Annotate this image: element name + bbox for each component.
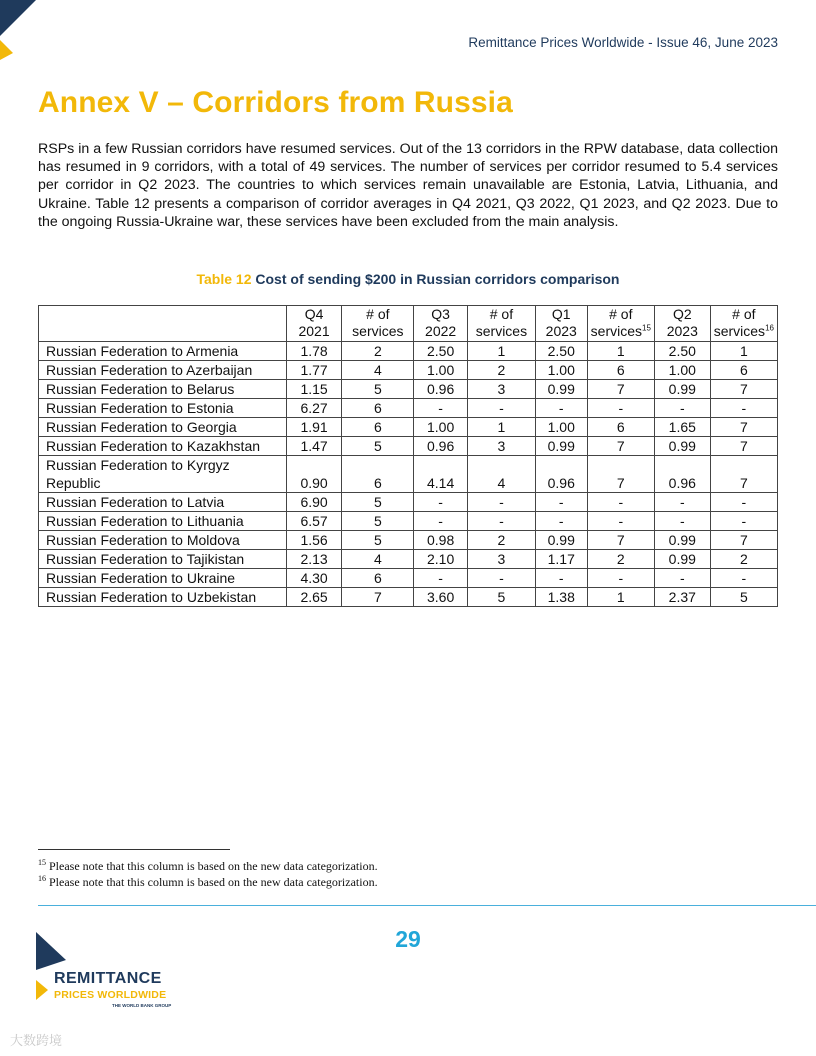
services-count-cell: - xyxy=(710,512,777,531)
services-count-cell: 4 xyxy=(342,550,414,569)
services-count-cell: 5 xyxy=(710,588,777,607)
footnote-number: 15 xyxy=(38,858,46,867)
services-count-cell: 7 xyxy=(710,531,777,550)
column-header-line2: 2023 xyxy=(545,323,577,339)
column-header xyxy=(710,306,777,342)
cost-cell: 2.50 xyxy=(535,342,587,361)
logo-text-secondary: PRICES WORLDWIDE xyxy=(54,989,167,1001)
cost-cell: 1.65 xyxy=(654,418,710,437)
services-count-cell: 7 xyxy=(587,380,654,399)
cost-cell: 6.27 xyxy=(286,399,342,418)
cost-cell: 2.65 xyxy=(286,588,342,607)
services-count-cell: - xyxy=(587,569,654,588)
services-count-cell: 5 xyxy=(342,437,414,456)
cost-cell: - xyxy=(535,399,587,418)
table-row xyxy=(39,569,778,588)
footnote-number: 16 xyxy=(38,874,46,883)
footnotes xyxy=(38,858,378,890)
corridor-name: Russian Federation to Moldova xyxy=(39,531,287,550)
cost-cell: 0.98 xyxy=(414,531,468,550)
table-header-row xyxy=(39,306,778,342)
services-count-cell: 5 xyxy=(468,588,536,607)
corridor-cost-table xyxy=(38,305,778,607)
cost-cell: - xyxy=(654,493,710,512)
services-count-cell: 5 xyxy=(342,380,414,399)
footnote-reference: 16 xyxy=(765,323,774,333)
column-header-line1: # of xyxy=(489,306,514,322)
corridor-name: Russian Federation to Armenia xyxy=(39,342,287,361)
column-header-line2: services xyxy=(352,323,404,339)
cost-cell: 4.14 xyxy=(414,456,468,493)
services-count-cell: 5 xyxy=(342,531,414,550)
services-count-cell: - xyxy=(468,399,536,418)
cost-cell: 1.00 xyxy=(535,418,587,437)
cost-cell: - xyxy=(414,399,468,418)
footer-divider xyxy=(38,905,816,906)
services-count-cell: 4 xyxy=(342,361,414,380)
cost-cell: 0.96 xyxy=(654,456,710,493)
table-row xyxy=(39,531,778,550)
watermark: 大数跨境 xyxy=(10,1033,63,1048)
services-count-cell: 6 xyxy=(710,361,777,380)
cost-cell: 0.99 xyxy=(535,437,587,456)
cost-cell: 1.00 xyxy=(414,361,468,380)
column-header-line2: services xyxy=(590,323,643,339)
corridor-name: Russian Federation to Latvia xyxy=(39,493,287,512)
services-count-cell: 6 xyxy=(342,569,414,588)
services-count-cell: 7 xyxy=(710,380,777,399)
services-count-cell: 6 xyxy=(342,399,414,418)
cost-cell: - xyxy=(654,569,710,588)
services-count-cell: 4 xyxy=(468,456,536,493)
services-count-cell: 3 xyxy=(468,380,536,399)
services-count-cell: - xyxy=(587,493,654,512)
cost-cell: 0.99 xyxy=(654,437,710,456)
table-row xyxy=(39,418,778,437)
services-count-cell: 2 xyxy=(342,342,414,361)
cost-cell: 1.47 xyxy=(286,437,342,456)
cost-cell: 2.50 xyxy=(654,342,710,361)
cost-cell: 0.96 xyxy=(414,380,468,399)
cost-cell: 6.90 xyxy=(286,493,342,512)
table-row xyxy=(39,456,778,493)
services-count-cell: 1 xyxy=(587,588,654,607)
footnote-reference: 15 xyxy=(642,323,651,333)
services-count-cell: 2 xyxy=(468,361,536,380)
corridor-name: Russian Federation to Ukraine xyxy=(39,569,287,588)
column-header xyxy=(587,306,654,342)
cost-cell: 1.17 xyxy=(535,550,587,569)
footnote-divider xyxy=(38,849,230,850)
services-count-cell: - xyxy=(468,569,536,588)
cost-cell: 0.99 xyxy=(654,550,710,569)
corridor-name: Russian Federation to Estonia xyxy=(39,399,287,418)
services-count-cell: - xyxy=(468,493,536,512)
cost-cell: 0.99 xyxy=(654,531,710,550)
cost-cell: 2.13 xyxy=(286,550,342,569)
remittance-logo xyxy=(36,932,176,1012)
column-header xyxy=(286,306,342,342)
corner-header-cell xyxy=(39,306,287,342)
services-count-cell: - xyxy=(587,399,654,418)
running-header: Remittance Prices Worldwide - Issue 46, June 2023 xyxy=(468,35,778,50)
column-header-line2: 2023 xyxy=(666,323,698,339)
cost-cell: 1.56 xyxy=(286,531,342,550)
services-count-cell: 5 xyxy=(342,512,414,531)
cost-cell: 0.99 xyxy=(654,380,710,399)
cost-cell: 1.00 xyxy=(535,361,587,380)
services-count-cell: 2 xyxy=(468,531,536,550)
column-header-line2: 2022 xyxy=(425,323,457,339)
cost-cell: 2.37 xyxy=(654,588,710,607)
cost-cell: - xyxy=(414,569,468,588)
column-header-line2: 2021 xyxy=(298,323,330,339)
cost-cell: - xyxy=(414,493,468,512)
services-count-cell: 5 xyxy=(342,493,414,512)
cost-cell: 1.77 xyxy=(286,361,342,380)
services-count-cell: 7 xyxy=(710,418,777,437)
column-header-line1: Q3 xyxy=(431,306,450,322)
column-header-line1: # of xyxy=(609,306,633,322)
column-header-line2: services xyxy=(475,323,528,339)
table-row xyxy=(39,437,778,456)
footnote xyxy=(38,858,378,874)
services-count-cell: 1 xyxy=(468,342,536,361)
cost-cell: 3.60 xyxy=(414,588,468,607)
corridor-name: Russian Federation to Uzbekistan xyxy=(39,588,287,607)
table-row xyxy=(39,399,778,418)
services-count-cell: 3 xyxy=(468,437,536,456)
column-header xyxy=(468,306,536,342)
services-count-cell: 7 xyxy=(587,456,654,493)
table-row xyxy=(39,512,778,531)
cost-cell: 6.57 xyxy=(286,512,342,531)
cost-cell: - xyxy=(654,399,710,418)
table-row xyxy=(39,588,778,607)
services-count-cell: 6 xyxy=(342,418,414,437)
cost-cell: 2.50 xyxy=(414,342,468,361)
column-header xyxy=(342,306,414,342)
cost-cell: 1.00 xyxy=(414,418,468,437)
cost-cell: 1.91 xyxy=(286,418,342,437)
services-count-cell: - xyxy=(587,512,654,531)
logo-text-tertiary: THE WORLD BANK GROUP xyxy=(112,1003,172,1008)
cost-cell: - xyxy=(535,569,587,588)
cost-cell: 1.00 xyxy=(654,361,710,380)
footnote-text: Please note that this column is based on the new data categorization. xyxy=(49,875,378,889)
table-caption xyxy=(0,271,816,287)
corridor-name: Russian Federation to Georgia xyxy=(39,418,287,437)
logo-text-primary: REMITTANCE xyxy=(54,970,162,987)
cost-cell: 0.99 xyxy=(535,380,587,399)
cost-cell: 1.38 xyxy=(535,588,587,607)
cost-cell: 0.96 xyxy=(414,437,468,456)
cost-cell: - xyxy=(654,512,710,531)
services-count-cell: 7 xyxy=(710,437,777,456)
corridor-name: Russian Federation to Azerbaijan xyxy=(39,361,287,380)
services-count-cell: 7 xyxy=(587,531,654,550)
services-count-cell: - xyxy=(710,569,777,588)
services-count-cell: 2 xyxy=(710,550,777,569)
cost-cell: 0.96 xyxy=(535,456,587,493)
column-header-line2: services xyxy=(713,323,766,339)
column-header xyxy=(535,306,587,342)
cost-cell: - xyxy=(414,512,468,531)
column-header xyxy=(414,306,468,342)
cost-cell: 0.90 xyxy=(286,456,342,493)
table-caption-text: Cost of sending $200 in Russian corridors comparison xyxy=(255,271,620,287)
services-count-cell: 3 xyxy=(468,550,536,569)
page-title: Annex V – Corridors from Russia xyxy=(38,86,513,119)
corner-chevron-icon xyxy=(0,0,40,60)
cost-cell: 0.99 xyxy=(535,531,587,550)
services-count-cell: 2 xyxy=(587,550,654,569)
services-count-cell: 6 xyxy=(342,456,414,493)
table-row xyxy=(39,550,778,569)
corridor-name: Russian Federation to Kyrgyz Republic xyxy=(39,456,287,493)
services-count-cell: - xyxy=(710,493,777,512)
cost-cell: - xyxy=(535,512,587,531)
table-row xyxy=(39,361,778,380)
services-count-cell: 1 xyxy=(710,342,777,361)
footnote-text: Please note that this column is based on the new data categorization. xyxy=(49,859,378,873)
table-row xyxy=(39,493,778,512)
column-header-line1: Q2 xyxy=(672,306,692,322)
table-row xyxy=(39,342,778,361)
services-count-cell: 1 xyxy=(468,418,536,437)
corridor-name: Russian Federation to Lithuania xyxy=(39,512,287,531)
footnote xyxy=(38,874,378,890)
services-count-cell: 7 xyxy=(710,456,777,493)
services-count-cell: 7 xyxy=(342,588,414,607)
services-count-cell: 6 xyxy=(587,418,654,437)
services-count-cell: 6 xyxy=(587,361,654,380)
cost-cell: - xyxy=(535,493,587,512)
cost-cell: 2.10 xyxy=(414,550,468,569)
cost-cell: 1.78 xyxy=(286,342,342,361)
column-header-line1: Q1 xyxy=(551,306,571,322)
table-caption-label: Table 12 xyxy=(196,271,252,287)
corridor-name: Russian Federation to Tajikistan xyxy=(39,550,287,569)
page-number: 29 xyxy=(395,926,421,952)
services-count-cell: - xyxy=(710,399,777,418)
column-header-line1: Q4 xyxy=(304,306,324,322)
table-row xyxy=(39,380,778,399)
column-header-line1: # of xyxy=(366,306,390,322)
intro-paragraph: RSPs in a few Russian corridors have resumed services. Out of the 13 corridors in the RPW database, data collection has resumed in 9 corridors, with a total of 49 services. The number of services per corridor resumed to 5.4 services per corridor in Q2 2023. The countries to which services remain unavailable are Estonia, Latvia, Lithuania, and Ukraine. Table 12 presents a comparison of corridor averages in Q4 2021, Q3 2022, Q1 2023, and Q2 2023. Due to the ongoing Russia-Ukraine war, these services have been excluded from the main analysis. xyxy=(38,141,778,230)
column-header-line1: # of xyxy=(732,306,756,322)
column-header xyxy=(654,306,710,342)
services-count-cell: 7 xyxy=(587,437,654,456)
corridor-name: Russian Federation to Belarus xyxy=(39,380,287,399)
cost-cell: 4.30 xyxy=(286,569,342,588)
services-count-cell: 1 xyxy=(587,342,654,361)
services-count-cell: - xyxy=(468,512,536,531)
corridor-name: Russian Federation to Kazakhstan xyxy=(39,437,287,456)
cost-cell: 1.15 xyxy=(286,380,342,399)
